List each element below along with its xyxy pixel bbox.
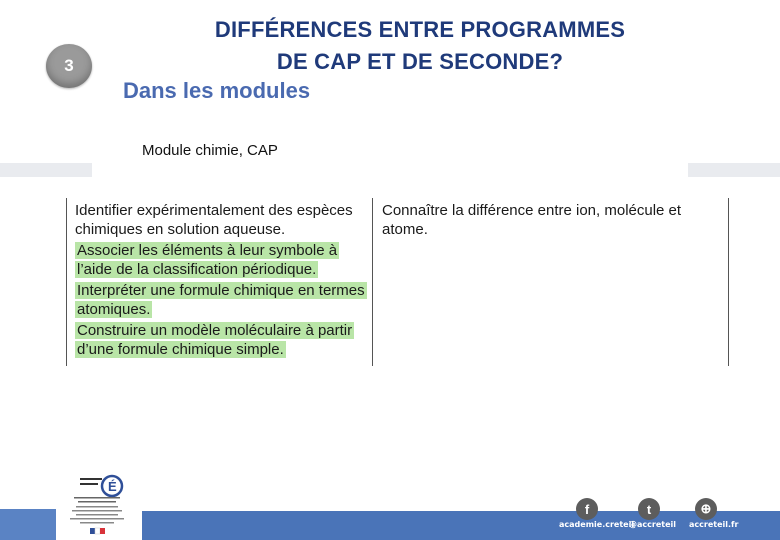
slide-number-badge: 3: [46, 44, 92, 88]
table-left-item: [75, 321, 367, 359]
table-left-item: [75, 201, 367, 239]
twitter-link[interactable]: @accreteil: [629, 520, 676, 529]
table-left-item-text: Identifier expérimentalement des espèces chimiques en solution aqueuse.: [75, 202, 353, 238]
facebook-icon[interactable]: f: [576, 498, 598, 520]
table-right-item-text: Connaître la différence entre ion, molécule et atome.: [382, 202, 682, 238]
slide-subtitle: Dans les modules: [123, 78, 311, 103]
table-left-item-text: Associer les éléments à leur symbole à l’aide de la classification périodique.: [77, 242, 338, 278]
footer-stripe-left: [0, 509, 56, 540]
table-border-left: [66, 198, 67, 366]
slide-title: [170, 14, 670, 78]
title-line-1: DIFFÉRENCES ENTRE PROGRAMMES: [214, 17, 626, 42]
table-left-item-text: Construire un modèle moléculaire à partir d’une formule chimique simple.: [77, 322, 353, 358]
footer-bar: [142, 511, 780, 540]
decorative-band-right: [688, 163, 780, 177]
twitter-icon[interactable]: t: [638, 498, 660, 520]
republique-francaise-logo: [66, 470, 138, 540]
table-left-item: [75, 281, 367, 319]
table-right-column: [382, 201, 722, 239]
table-column-divider: [372, 198, 373, 366]
facebook-link[interactable]: academie.creteil: [559, 520, 635, 529]
table-left-column: [75, 201, 367, 361]
website-link[interactable]: accreteil.fr: [689, 520, 739, 529]
table-left-item-text: Interpréter une formule chimique en termes atomiques.: [77, 282, 365, 318]
module-label: Module chimie, CAP: [142, 142, 278, 159]
table-left-item: [75, 241, 367, 279]
title-line-2: DE CAP ET DE SECONDE?: [276, 49, 564, 74]
table-border-right: [728, 198, 729, 366]
curriculum-table: [66, 198, 729, 366]
web-icon[interactable]: ⊕: [695, 498, 717, 520]
svg-text:É: É: [108, 479, 117, 494]
decorative-band-left: [0, 163, 92, 177]
